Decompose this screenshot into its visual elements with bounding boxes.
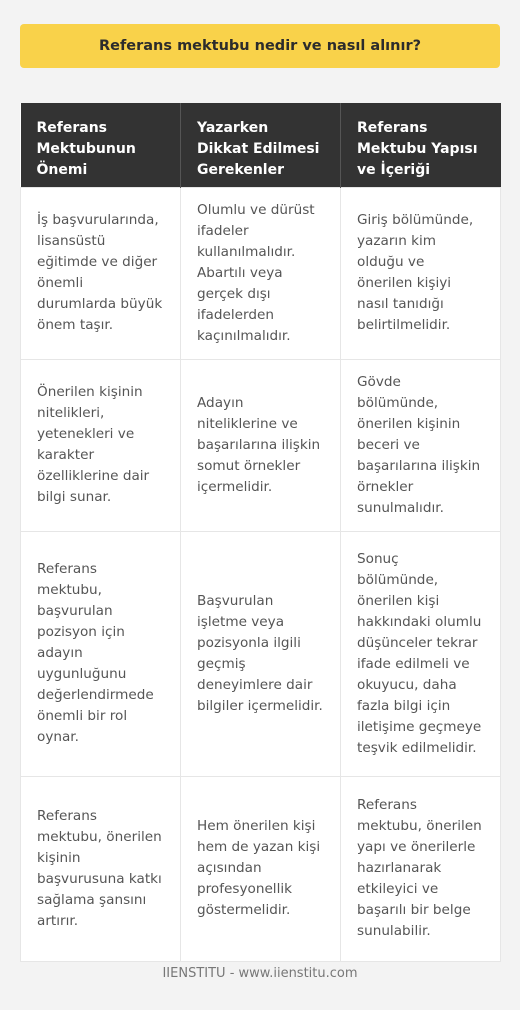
table-header-row xyxy=(21,103,501,187)
table-cell: Adayın niteliklerine ve başarılarına ilişkin somut örnekler içermelidir. xyxy=(181,359,341,531)
page-title: Referans mektubu nedir ve nasıl alınır? xyxy=(20,24,500,68)
table-cell: Sonuç bölümünde, önerilen kişi hakkındaki olumlu düşünceler tekrar ifade edilmeli ve okuyucu, daha fazla bilgi için iletişime geçmeye teşvik edilmelidir. xyxy=(341,531,501,776)
table-cell: Referans mektubu, başvurulan pozisyon için adayın uygunluğunu değerlendirmede önemli bir rol oynar. xyxy=(21,531,181,776)
column-header: Referans Mektubu Yapısı ve İçeriği xyxy=(341,103,501,187)
table-cell: Gövde bölümünde, önerilen kişinin beceri ve başarılarına ilişkin örnekler sunulmalıdır. xyxy=(341,359,501,531)
reference-letter-table xyxy=(20,103,501,962)
table-cell: Referans mektubu, önerilen yapı ve önerilerle hazırlanarak etkileyici ve başarılı bir belge sunulabilir. xyxy=(341,776,501,961)
table-cell: Olumlu ve dürüst ifadeler kullanılmalıdır. Abartılı veya gerçek dışı ifadelerden kaçınılmalıdır. xyxy=(181,187,341,359)
table-row xyxy=(21,359,501,531)
table-row xyxy=(21,187,501,359)
footer-text: IIENSTITU - www.iienstitu.com xyxy=(162,966,358,981)
table-row xyxy=(21,531,501,776)
table-cell: Başvurulan işletme veya pozisyonla ilgili geçmiş deneyimlere dair bilgiler içermelidir. xyxy=(181,531,341,776)
table-cell: Hem önerilen kişi hem de yazan kişi açısından profesyonellik göstermelidir. xyxy=(181,776,341,961)
table-row xyxy=(21,776,501,961)
table-cell: İş başvurularında, lisansüstü eğitimde ve diğer önemli durumlarda büyük önem taşır. xyxy=(21,187,181,359)
column-header: Yazarken Dikkat Edilmesi Gerekenler xyxy=(181,103,341,187)
table-cell: Referans mektubu, önerilen kişinin başvurusuna katkı sağlama şansını artırır. xyxy=(21,776,181,961)
column-header: Referans Mektubunun Önemi xyxy=(21,103,181,187)
table-cell: Önerilen kişinin nitelikleri, yetenekleri ve karakter özelliklerine dair bilgi sunar. xyxy=(21,359,181,531)
table-cell: Giriş bölümünde, yazarın kim olduğu ve önerilen kişiyi nasıl tanıdığı belirtilmelidir. xyxy=(341,187,501,359)
